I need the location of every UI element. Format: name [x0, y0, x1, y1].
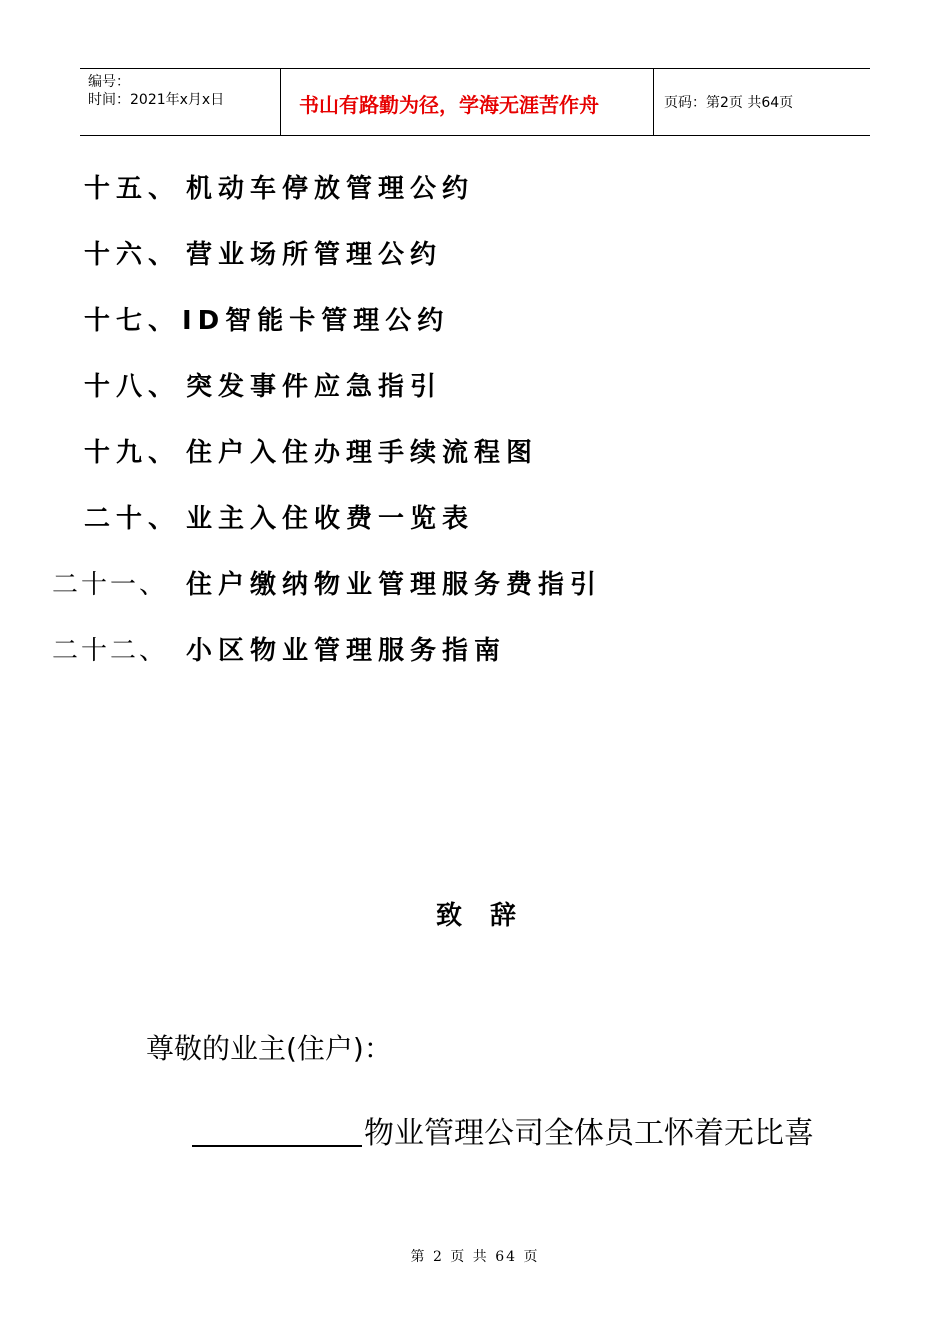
letter-salutation: 尊敬的业主(住户)： — [146, 1032, 392, 1065]
toc-item-title: 营业场所管理公约 — [186, 240, 443, 270]
header-motto: 书山有路勤为径，学海无涯苦作舟 — [281, 69, 654, 135]
toc-item-number: 十九、 — [84, 438, 181, 468]
toc-item — [0, 564, 900, 604]
toc-item-title: 住户入住办理手续流程图 — [186, 438, 539, 468]
toc-item-title: ID智能卡管理公约 — [182, 306, 450, 336]
toc-item-title: 住户缴纳物业管理服务费指引 — [186, 570, 603, 600]
toc-item-number: 二十二、 — [52, 636, 169, 666]
toc-item-number: 十五、 — [84, 174, 181, 204]
letter-heading: 致辞 — [436, 901, 545, 931]
toc-item-number: 十六、 — [84, 240, 181, 270]
letter-first-line-text: 物业管理公司全体员工怀着无比喜 — [364, 1116, 814, 1151]
page-footer: 第 2 页 共 64 页 — [410, 1249, 540, 1265]
document-number-label: 编号： — [88, 74, 130, 90]
toc-item-number: 二十一、 — [52, 570, 169, 600]
toc-item — [0, 234, 900, 274]
toc-item-title: 突发事件应急指引 — [186, 372, 443, 402]
header-page-info: 页码：第2页 共64页 — [664, 95, 794, 111]
toc-item — [0, 498, 900, 538]
toc-item-number: 十八、 — [84, 372, 181, 402]
toc-item-title: 业主入住收费一览表 — [186, 504, 475, 534]
toc-item — [0, 366, 900, 406]
toc-item-number: 十七、 — [84, 306, 181, 336]
toc-item-title: 机动车停放管理公约 — [186, 174, 475, 204]
blank-underline — [192, 1115, 362, 1147]
page-header — [80, 68, 870, 136]
letter-first-line — [192, 1108, 814, 1152]
toc-item-title: 小区物业管理服务指南 — [186, 636, 507, 666]
toc-item — [0, 300, 900, 340]
toc-item — [0, 168, 900, 208]
toc-item-number: 二十、 — [84, 504, 181, 534]
toc-item — [0, 630, 900, 670]
document-time-label: 时间：2021年x月x日 — [88, 92, 225, 108]
toc-item — [0, 432, 900, 472]
header-meta — [80, 69, 281, 135]
